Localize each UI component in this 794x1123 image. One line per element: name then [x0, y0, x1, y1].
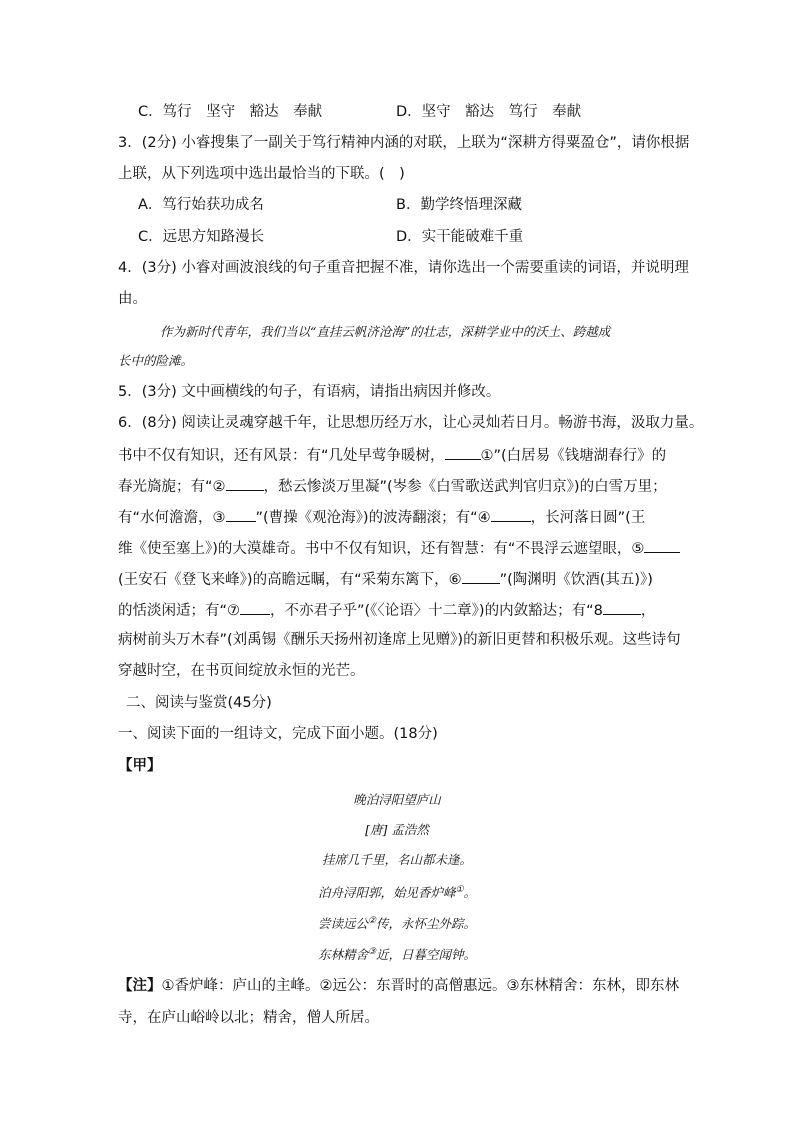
q6-line6: (王安石《登飞来峰》)的高瞻远瞩，有“采菊东篱下，⑥ ”(陶渊明《饮酒(其五)》): [118, 568, 653, 590]
poem-line-4: 东林精舍③近，日暮空闻钟。: [317, 947, 477, 963]
q6-line7: 的恬淡闲适；有“⑦ ，不亦君子乎”(《〈论语〉十二章》)的内敛豁达；有“8 ，: [118, 599, 655, 621]
q4-quote-line1: 作为新时代青年，我们当以“直挂云帆济沧海”的壮志，深耕学业中的沃土、跨越成: [160, 324, 611, 339]
q4-quote-line2: 长中的险滩。: [118, 353, 194, 368]
q6-line2: 书中不仅有知识，还有风景：有“几处早莺争暖树， ①”(白居易《钱塘湖春行》的: [118, 444, 666, 466]
blank-4: [491, 506, 531, 522]
blank-3: [226, 506, 256, 522]
q3-option-c: C．远思方知路漫长: [138, 229, 265, 245]
q4-stem-line2: 由。: [118, 291, 147, 307]
blank-6: [462, 568, 500, 584]
q3-option-a: A．笃行始获功成名: [138, 197, 264, 213]
section-tag-jia: 【甲】: [118, 758, 162, 774]
blank-5: [644, 537, 680, 553]
q2-option-d: D．坚守 豁达 笃行 奉献: [396, 104, 582, 120]
poem-author: [唐] 孟浩然: [365, 822, 429, 837]
poem-line-1: 挂席几千里，名山都未逢。: [321, 852, 472, 867]
notes-line-1: 【注】①香炉峰：庐山的主峰。②远公：东晋时的高僧惠远。③东林精舍：东林，即东林: [118, 978, 679, 994]
q3-option-b: B．勤学终悟理深藏: [396, 197, 522, 213]
q4-stem-line1: 4．(3分) 小睿对画波浪线的句子重音把握不准，请你选出一个需要重读的词语，并说明理: [118, 260, 689, 276]
blank-7: [240, 599, 270, 615]
q6-line9: 穿越时空，在书页间绽放永恒的光芒。: [118, 663, 365, 679]
poem-line-2: 泊舟浔阳郭，始见香炉峰①。: [317, 885, 477, 901]
notes-line-2: 寺，在庐山峪岭以北；精舍，僧人所居。: [118, 1010, 379, 1026]
q5-stem: 5．(3分) 文中画横线的句子，有语病，请指出病因并修改。: [118, 384, 501, 400]
section-2-heading: 二、阅读与鉴赏(45分): [126, 695, 272, 711]
q6-line3: 春光旖旎；有“② ，愁云惨淡万里凝”(岑参《白雪歌送武判官归京》)的白雪万里；: [118, 475, 667, 497]
section-2-subheading: 一、阅读下面的一组诗文，完成下面小题。(18分): [118, 726, 438, 742]
q6-line5: 维《使至塞上》)的大漠雄奇。书中不仅有知识，还有智慧：有“不畏浮云遮望眼，⑤: [118, 537, 680, 559]
q6-line4: 有“水何澹澹，③ ”(曹操《观沧海》)的波涛翻滚；有“④ ，长河落日圆”(王: [118, 506, 645, 528]
poem-line-3: 尝读远公②传，永怀尘外踪。: [317, 916, 477, 932]
blank-8: [603, 599, 641, 615]
q6-line1: 6．(8分) 阅读让灵魂穿越千年，让思想历经万水，让心灵灿若日月。畅游书海，汲取力量。: [118, 415, 704, 431]
blank-1: [445, 444, 481, 460]
q3-stem-line1: 3．(2分) 小睿搜集了一副关于笃行精神内涵的对联，上联为“深耕方得粟盈仓”，请你根据: [118, 135, 690, 151]
blank-2: [226, 475, 264, 491]
q3-option-d: D．实干能破难千重: [396, 229, 524, 245]
poem-title: 晚泊浔阳望庐山: [353, 792, 441, 807]
q3-stem-line2: 上联，从下列选项中选出最恰当的下联。( ): [118, 166, 405, 182]
q2-option-c: C．笃行 坚守 豁达 奉献: [138, 104, 323, 120]
notes-tag: 【注】: [118, 978, 162, 994]
q6-line8: 病树前头万木春”(刘禹锡《酬乐天扬州初逢席上见赠》)的新旧更替和积极乐观。这些诗句: [118, 632, 681, 648]
